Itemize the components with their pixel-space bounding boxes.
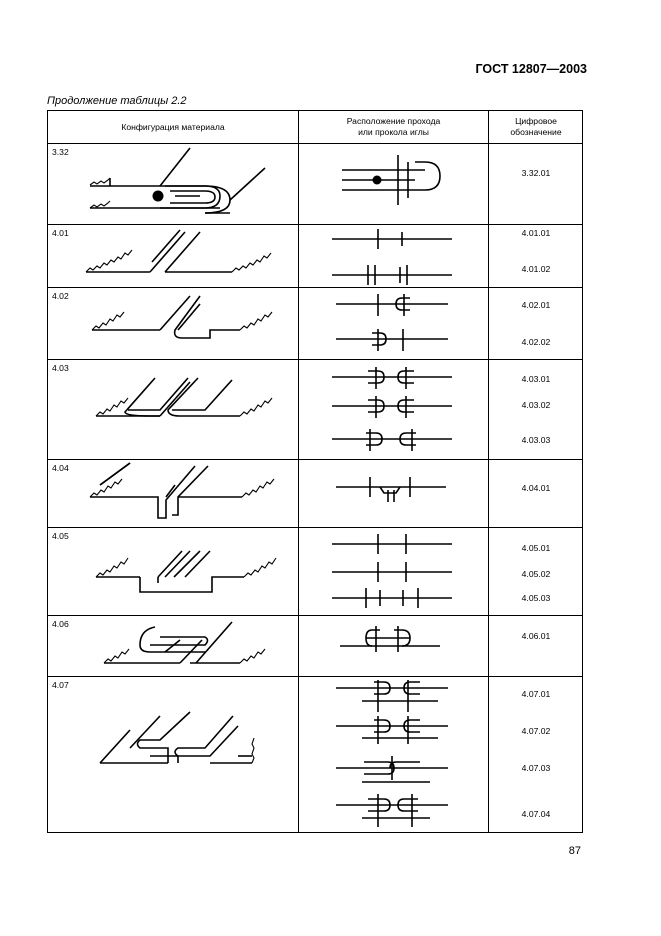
designation-code: 4.06.01 [521, 631, 551, 641]
designation-code: 4.03.01 [521, 374, 551, 384]
designation-code: 4.02.02 [521, 337, 551, 347]
designation-code: 4.07.02 [521, 726, 551, 736]
material-figure-3-32 [90, 148, 265, 213]
material-figure-4-02 [92, 296, 272, 338]
material-figure-4-05 [96, 551, 276, 592]
needle-figure-4-04 [336, 477, 446, 502]
needle-figure-4-02 [336, 294, 448, 351]
designation-code: 4.01.02 [521, 264, 551, 274]
needle-figure-4-01 [332, 229, 452, 285]
material-figure-4-01 [86, 230, 271, 272]
designation-code: 4.07.03 [521, 763, 551, 773]
designation-code: 4.04.01 [521, 483, 551, 493]
designation-code: 4.07.01 [521, 689, 551, 699]
column-header-designation: Цифровое обозначение [510, 116, 562, 137]
row-number: 4.06 [52, 619, 69, 629]
needle-figure-4-05 [332, 534, 452, 608]
document-code: ГОСТ 12807—2003 [475, 62, 587, 76]
designation-code: 4.05.03 [521, 593, 551, 603]
designation-code: 3.32.01 [521, 168, 551, 178]
column-header-configuration: Конфигурация материала [121, 122, 225, 132]
row-number: 4.03 [52, 363, 69, 373]
page-number: 87 [568, 845, 581, 857]
material-figure-4-07 [100, 712, 254, 763]
material-figure-4-04 [90, 463, 274, 518]
designation-code: 4.07.04 [521, 809, 551, 819]
needle-figure-4-03 [332, 367, 452, 451]
designation-code: 4.01.01 [521, 228, 551, 238]
needle-figure-3-32 [342, 155, 440, 205]
designation-code: 4.05.02 [521, 569, 551, 579]
designation-code: 4.03.02 [521, 400, 551, 410]
row-number: 4.05 [52, 531, 69, 541]
needle-figure-4-07 [336, 680, 448, 827]
table-caption: Продолжение таблицы 2.2 [47, 95, 187, 107]
needle-figure-4-06 [340, 626, 440, 652]
designation-code: 4.05.01 [521, 543, 551, 553]
row-number: 4.01 [52, 228, 69, 238]
row-number: 4.07 [52, 680, 69, 690]
designation-code: 4.02.01 [521, 300, 551, 310]
row-number: 4.02 [52, 291, 69, 301]
row-number: 4.04 [52, 463, 69, 473]
material-figure-4-03 [96, 378, 272, 416]
designation-code: 4.03.03 [521, 435, 551, 445]
row-number: 3.32 [52, 147, 69, 157]
column-header-needle-position: Расположение прохода или прокола иглы [346, 116, 441, 137]
material-figure-4-06 [104, 622, 265, 663]
